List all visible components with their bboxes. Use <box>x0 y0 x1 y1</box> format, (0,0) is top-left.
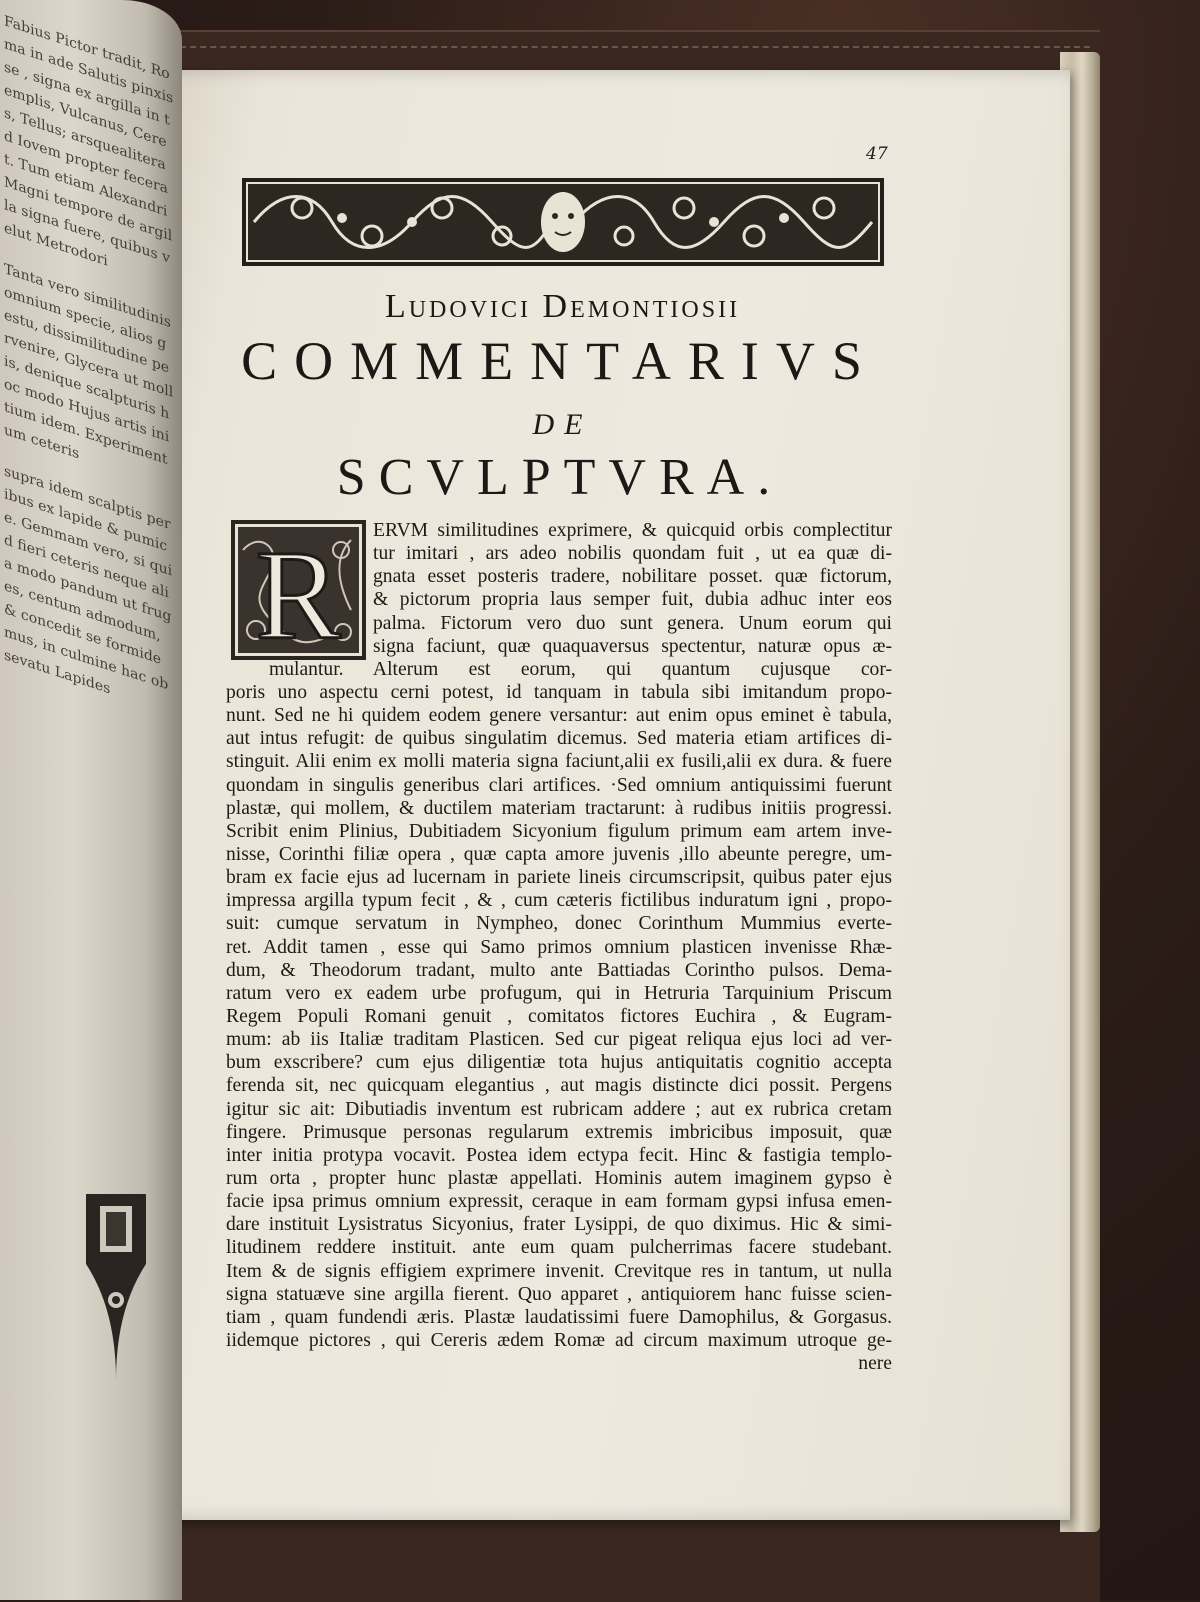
text-line: mulantur. Alterum est eorum, qui quantum cujusque cor- <box>269 658 892 680</box>
body-text <box>226 519 892 1375</box>
text-line: bum exscribere? cum ejus diligentiæ tota hujus antiquitatis cognitio accepta <box>226 1052 892 1074</box>
text-line: & pictorum propria laus semper fuit, dubia adhuc inter eos <box>373 589 892 611</box>
cover-stitching <box>150 46 1090 48</box>
headpiece-ornament-icon <box>242 178 884 266</box>
catchword: nere <box>858 1353 892 1375</box>
text-line: tur imitari , ars adeo nobilis quondam fuit , ut ea quæ di- <box>373 543 892 565</box>
text-line: Scribit enim Plinius, Dubitiadem Sicyonium figulum primum eam artem inve- <box>226 820 892 842</box>
text-line: Regem Populi Romani genuit , comitatos fictores Euchira , & Eugram- <box>226 1005 892 1027</box>
tailpiece-ornament-icon <box>80 1190 152 1390</box>
text-line: plastæ, qui mollem, & ductilem materiam tractarunt: à rudibus initiis progressi. <box>226 797 892 819</box>
text-line: gnata esset posteris tradere, nobilitare posset. quæ fictorum, <box>373 566 892 588</box>
text-line: signa statuæve sine argilla fierent. Quo apparet , antiquiorem hanc fuisse scien- <box>226 1283 892 1305</box>
subject-heading: SCVLPTVRA. <box>336 449 784 506</box>
text-line: ERVM similitudines exprimere, & quicquid orbis complectitur <box>373 520 892 541</box>
text-line: impressa argilla typum fecit , & , cum cæteris fictilibus induratum igni , propo- <box>226 890 892 912</box>
page-number: 47 <box>866 144 888 164</box>
text-line: ret. Addit tamen , esse qui Samo primos omnium plasticen invenisse Rhæ- <box>226 936 892 958</box>
text-line: facie ipsa primus omnium expressit, ceraque in eam formam gypsi infusa emen- <box>226 1191 892 1213</box>
text-line: dum, & Theodorum tradant, multo ante Battiadas Corintho pulsos. Dema- <box>226 959 892 981</box>
text-line: stinguit. Alii enim ex molli materia signa faciunt,alii ex fusili,alii ex dura. & fuere <box>226 751 892 773</box>
facing-page-fragment: Fabius Pictor tradit, Roma in ade Salutis pinxisse , signa ex argilla in templis, Vulcanus, Ceres, Tellus; arsquealiterad Iovem propter fecerat. Tum etiam Alexandri Magni tempore de argilla signa fuere, quibus velut Metrodori <box>4 13 174 270</box>
text-line: igitur sic ait: Dibutiadis inventum est rubricam addere ; aut ex rubrica cretam <box>226 1098 892 1120</box>
text-line: bram ex facie ejus ad lucernam in pariete lineis circumscripsit, quibus pater ejus <box>226 867 892 889</box>
text-line: litudinem reddere instituit. ante eum quam pulcherrimas facere studebant. <box>226 1237 892 1259</box>
text-line: rum orta , propter hunc plastæ appellati. Hominis autem imaginem gypso è <box>226 1167 892 1189</box>
title-connector: DE <box>532 408 593 441</box>
facing-page-text <box>4 10 174 740</box>
title-heading: COMMENTARIVS <box>241 331 879 391</box>
drop-cap-letter: R <box>255 524 341 660</box>
text-line: aut intus refugit: de quibus singulatim dicemus. Sed materia etiam artifices di- <box>226 728 892 750</box>
text-line: suit: cumque servatum in Nympheo, donec Corinthum Mummius everte- <box>226 913 892 935</box>
facing-page-fragment: Tanta vero similitudinis omnium specie, alios gestu, dissimilitudine pervenire, Glycera ut mollis, denique scalpturis hoc modo Hujus artis initium idem. Experimentum ceteris <box>4 261 174 469</box>
text-line: nunt. Sed ne hi quidem eodem genere versantur: aut enim opus eminet è tabula, <box>226 705 892 727</box>
text-line: ratum vero ex eadem urbe profugum, qui in Hetruria Tarquinium Priscum <box>226 982 892 1004</box>
text-line: tiam , quam fundendi æris. Plastæ laudatissimi fuere Damophilus, & Gorgasus. <box>226 1306 892 1328</box>
text-line: Item & de signis effigiem exprimere invenit. Crevitque res in tantum, ut nulla <box>226 1260 892 1282</box>
text-line: palma. Fictorum vero duo sunt genera. Unum eorum qui <box>373 612 892 634</box>
text-line: quondam in singulis generibus clari artifices. ·Sed omnium antiquissimi fuerunt <box>226 774 892 796</box>
text-line: iidemque pictores , qui Cereris ædem Romæ ad circum maximum utroque ge- <box>226 1329 892 1351</box>
facing-page-fragment: supra idem scalptis peribus ex lapide & pumice. Gemmam vero, si quid fieri ceteris neque alia modo pandum ut fruges, centum admodum, & concedit se formidemus, in culmine hac obsevatu Lapides <box>4 463 173 698</box>
text-line: signa faciunt, quæ quaquaversus spectentur, naturæ opus æ- <box>373 635 892 657</box>
text-line: nisse, Corinthi filiæ opera , quæ capta amore juvenis ,illo abeunte peregre, um- <box>226 843 892 865</box>
text-line: ferenda sit, nec quicquam elegantius , aut magis distincte dici possit. Pergens <box>226 1075 892 1097</box>
author-heading: Ludovici Demontiosii <box>384 288 741 325</box>
text-line: poris uno aspectu cerni potest, id tanquam in tabula sibi imitandum propo- <box>226 681 892 703</box>
text-line: dare instituit Lysistratus Sicyonius, frater Lysippi, de quo diximus. Hic & simi- <box>226 1214 892 1236</box>
facing-page <box>0 0 182 1600</box>
text-line: mum: ab iis Italiæ traditam Plasticen. Sed cur pigeat reliqua ejus loci ad ver- <box>226 1029 892 1051</box>
text-line: inter initia protypa vocavit. Postea idem ectypa fecit. Hinc & fastigia templo- <box>226 1144 892 1166</box>
text-line: fingere. Primusque personas regularum extremis imbricibus imposuit, quæ <box>226 1121 892 1143</box>
